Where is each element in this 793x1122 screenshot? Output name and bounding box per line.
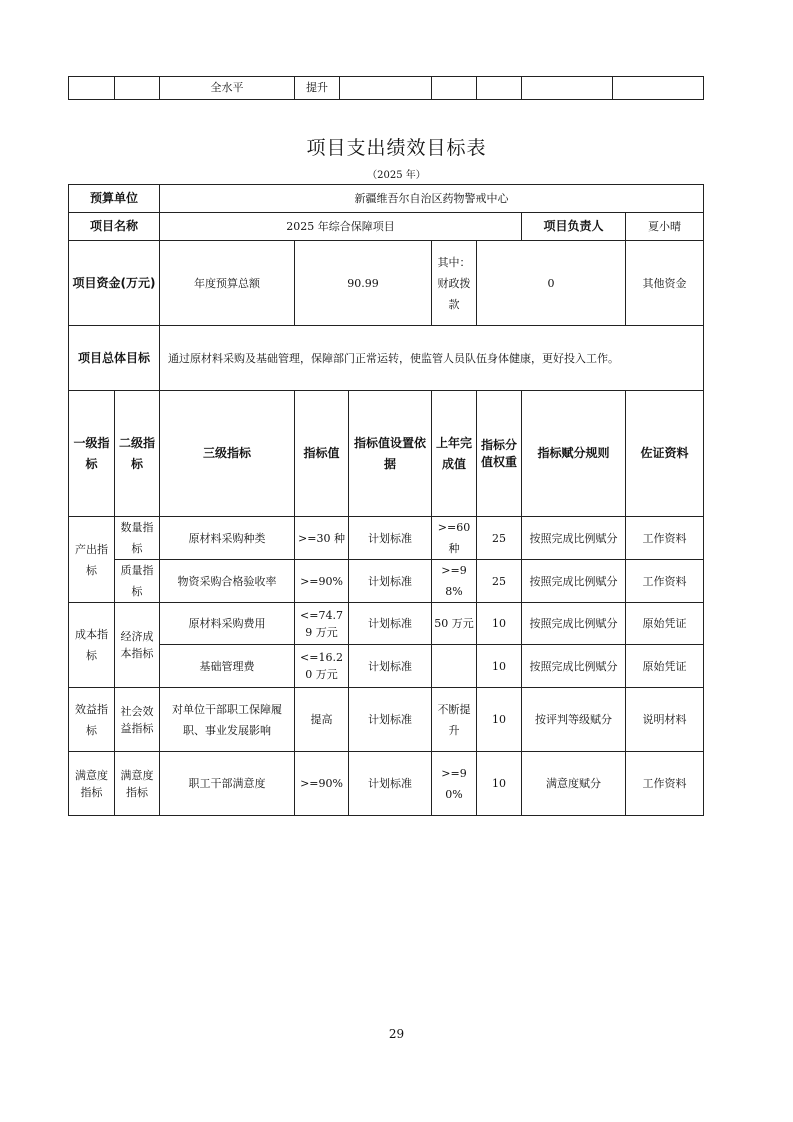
unit-value: 新疆维吾尔自治区药物警戒中心 <box>160 185 704 213</box>
level3-cell: 物资采购合格验收率 <box>160 560 295 603</box>
last-year-cell <box>432 645 477 688</box>
page-title: 项目支出绩效目标表 <box>306 137 487 159</box>
level3-cell: 对单位干部职工保障履职、事业发展影响 <box>160 688 295 752</box>
page-number: 29 <box>388 1027 405 1041</box>
unit-row <box>69 185 704 213</box>
evidence-cell: 工作资料 <box>626 560 704 603</box>
last-year-cell: 50 万元 <box>432 603 477 645</box>
fiscal-label: 其中：财政拨款 <box>432 241 477 326</box>
evidence-cell: 原始凭证 <box>626 645 704 688</box>
value-cell: >=90% <box>295 752 349 816</box>
weight-cell: 10 <box>477 752 522 816</box>
weight-cell: 10 <box>477 645 522 688</box>
funds-label: 项目资金(万元) <box>69 241 160 326</box>
rule-cell: 按照完成比例赋分 <box>522 517 626 560</box>
funds-row <box>69 241 704 326</box>
value-cell: <=74.79 万元 <box>295 603 349 645</box>
weight-cell: 25 <box>477 517 522 560</box>
rule-cell: 按照完成比例赋分 <box>522 603 626 645</box>
goal-label: 项目总体目标 <box>69 326 160 391</box>
evidence-cell: 原始凭证 <box>626 603 704 645</box>
last-year-cell: 不断提升 <box>432 688 477 752</box>
fiscal-value: 0 <box>477 241 626 326</box>
basis-cell: 计划标准 <box>349 688 432 752</box>
continued-row <box>69 77 704 100</box>
table-row <box>69 688 704 752</box>
header-row <box>69 391 704 517</box>
basis-cell: 计划标准 <box>349 645 432 688</box>
level1-cell: 产出指标 <box>69 517 115 603</box>
table-row <box>69 603 704 645</box>
level1-cell: 满意度指标 <box>69 752 115 816</box>
value-cell: <=16.20 万元 <box>295 645 349 688</box>
last-year-cell: >=98% <box>432 560 477 603</box>
owner-label: 项目负责人 <box>522 213 626 241</box>
annual-value: 90.99 <box>295 241 432 326</box>
continued-cell-value: 提升 <box>295 77 340 100</box>
level2-cell: 社会效益指标 <box>115 688 160 752</box>
owner-value: 夏小晴 <box>626 213 704 241</box>
basis-cell: 计划标准 <box>349 752 432 816</box>
level2-cell: 满意度指标 <box>115 752 160 816</box>
table-row <box>69 752 704 816</box>
rule-cell: 按照完成比例赋分 <box>522 560 626 603</box>
project-label: 项目名称 <box>69 213 160 241</box>
basis-cell: 计划标准 <box>349 603 432 645</box>
weight-cell: 10 <box>477 688 522 752</box>
value-cell: >=30 种 <box>295 517 349 560</box>
level2-cell: 数量指标 <box>115 517 160 560</box>
level2-cell: 经济成本指标 <box>115 603 160 688</box>
other-label: 其他资金 <box>626 241 704 326</box>
header-basis: 指标值设置依据 <box>349 391 432 517</box>
header-value: 指标值 <box>295 391 349 517</box>
weight-cell: 25 <box>477 560 522 603</box>
table-row <box>69 560 704 603</box>
basis-cell: 计划标准 <box>349 517 432 560</box>
evidence-cell: 工作资料 <box>626 752 704 816</box>
level3-cell: 基础管理费 <box>160 645 295 688</box>
unit-label: 预算单位 <box>69 185 160 213</box>
level3-cell: 原材料采购费用 <box>160 603 295 645</box>
last-year-cell: >=60 种 <box>432 517 477 560</box>
goal-row <box>69 326 704 391</box>
level1-cell: 成本指标 <box>69 603 115 688</box>
project-value: 2025 年综合保障项目 <box>160 213 522 241</box>
header-level3: 三级指标 <box>160 391 295 517</box>
level3-cell: 职工干部满意度 <box>160 752 295 816</box>
rule-cell: 按照完成比例赋分 <box>522 645 626 688</box>
level3-cell: 原材料采购种类 <box>160 517 295 560</box>
evidence-cell: 工作资料 <box>626 517 704 560</box>
header-level1: 一级指标 <box>69 391 115 517</box>
value-cell: >=90% <box>295 560 349 603</box>
table-row <box>69 517 704 560</box>
performance-target-table <box>68 184 704 816</box>
annual-label: 年度预算总额 <box>160 241 295 326</box>
continued-table <box>68 76 704 100</box>
last-year-cell: >=90% <box>432 752 477 816</box>
evidence-cell: 说明材料 <box>626 688 704 752</box>
continued-cell-level3: 全水平 <box>160 77 295 100</box>
year-label: （2025 年） <box>367 170 426 181</box>
rule-cell: 满意度赋分 <box>522 752 626 816</box>
header-level2: 二级指标 <box>115 391 160 517</box>
goal-value: 通过原材料采购及基础管理，保障部门正常运转，使监管人员队伍身体健康，更好投入工作。 <box>160 326 704 391</box>
header-evidence: 佐证资料 <box>626 391 704 517</box>
weight-cell: 10 <box>477 603 522 645</box>
basis-cell: 计划标准 <box>349 560 432 603</box>
header-rule: 指标赋分规则 <box>522 391 626 517</box>
header-last-year: 上年完成值 <box>432 391 477 517</box>
level2-cell: 质量指标 <box>115 560 160 603</box>
rule-cell: 按评判等级赋分 <box>522 688 626 752</box>
project-row <box>69 213 704 241</box>
table-row <box>69 645 704 688</box>
value-cell: 提高 <box>295 688 349 752</box>
header-weight: 指标分值权重 <box>477 391 522 517</box>
level1-cell: 效益指标 <box>69 688 115 752</box>
